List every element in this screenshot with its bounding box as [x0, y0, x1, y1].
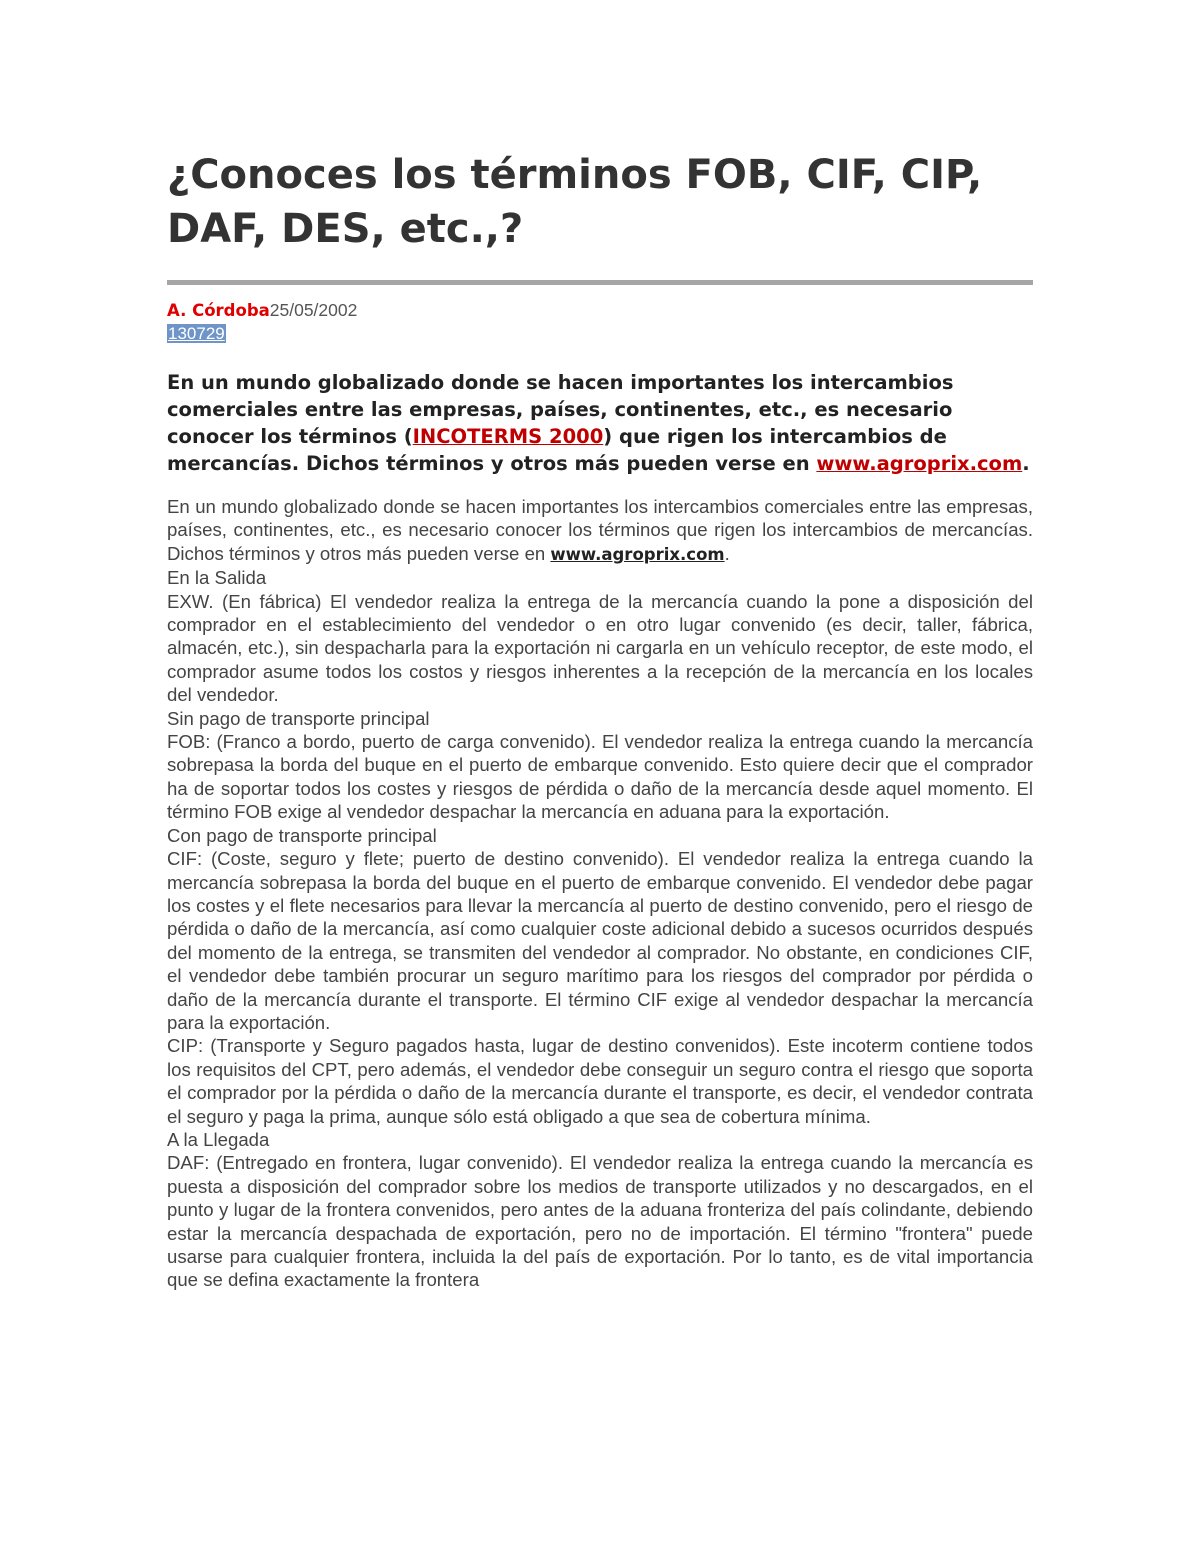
body-paragraph-1 — [167, 495, 1033, 566]
heading-con-pago: Con pago de transporte principal — [167, 824, 437, 846]
agroprix-link-intro[interactable]: www.agroprix.com — [816, 452, 1023, 475]
body-paragraph-1-end: . — [724, 542, 730, 564]
intro-text-3: . — [1022, 452, 1030, 475]
paragraph-cif: CIF: (Coste, seguro y flete; puerto de destino convenido). El vendedor realiza la entrega cuando la mercancía sobrepasa la borda del buque en el puerto de embarque convenido. El vendedor debe pagar los costes y el flete necesarios para llevar la mercancía al puerto de destino convenido, pero el riesgo de pérdida o daño de la mercancía, así como cualquier coste adicional debido a sucesos ocurridos después del momento de la entrega, se transmiten del vendedor al comprador. No obstante, en condiciones CIF, el vendedor debe también procurar un seguro marítimo para los riesgos del comprador por pérdida o daño de la mercancía durante el transporte. El término CIF exige al vendedor despachar la mercancía para la exportación. — [167, 848, 1033, 1033]
page-title: ¿Conoces los términos FOB, CIF, CIP, DAF, DES, etc.,? — [167, 152, 983, 252]
title-divider — [167, 280, 1033, 285]
body-text — [167, 495, 1033, 1292]
paragraph-exw: EXW. (En fábrica) El vendedor realiza la entrega de la mercancía cuando la pone a disposición del comprador en el establecimiento del vendedor o en otro lugar convenido (es decir, taller, fábrica, almacén, etc.), sin despacharla para la exportación ni cargarla en un vehículo receptor, de este modo, el comprador asume todos los costos y riesgos inherentes a la recepción de la mercancía en los locales del vendedor. — [167, 590, 1033, 706]
heading-a-la-llegada: A la Llegada — [167, 1128, 270, 1150]
byline — [167, 299, 1033, 345]
heading-en-la-salida: En la Salida — [167, 567, 267, 589]
intro-text-2: ) que rigen los intercambios de mercancías. Dichos términos y otros más pueden verse en — [167, 425, 947, 475]
article-id-link[interactable]: 130729 — [168, 324, 225, 343]
intro-text-1: En un mundo globalizado donde se hacen importantes los intercambios comerciales entre las empresas, países, continentes, etc., es necesario conocer los términos ( — [167, 371, 954, 448]
author-name: A. Córdoba — [167, 301, 270, 320]
paragraph-fob: FOB: (Franco a bordo, puerto de carga convenido). El vendedor realiza la entrega cuando la mercancía sobrepasa la borda del buque en el puerto de embarque convenido. Esto quiere decir que el comprador ha de soportar todos los costes y riesgos de pérdida o daño de la mercancía desde aquel momento. El término FOB exige al vendedor despachar la mercancía en aduana para la exportación. — [167, 731, 1033, 823]
heading-sin-pago: Sin pago de transporte principal — [167, 707, 430, 729]
paragraph-cip: CIP: (Transporte y Seguro pagados hasta, lugar de destino convenidos). Este incoterm contiene todos los requisitos del CPT, pero además, el vendedor debe conseguir un seguro contra el riesgo que soporta el comprador por la pérdida o daño de la mercancía durante el transporte, es decir, el vendedor contrata el seguro y paga la prima, aunque sólo está obligado a que sea de cobertura mínima. — [167, 1035, 1033, 1127]
intro-paragraph — [167, 369, 1033, 477]
agroprix-link-body[interactable]: www.agroprix.com — [550, 544, 725, 564]
document-page — [167, 148, 1033, 1292]
incoterms-link[interactable]: INCOTERMS 2000 — [412, 425, 604, 448]
paragraph-daf: DAF: (Entregado en frontera, lugar convenido). El vendedor realiza la entrega cuando la mercancía es puesta a disposición del comprador sobre los medios de transporte utilizados y no descargados, en el punto y lugar de la frontera convenidos, pero antes de la aduana fronteriza del país colindante, debiendo estar la mercancía despachada de exportación, pero no de importación. El término "frontera" puede usarse para cualquier frontera, incluida la del país de exportación. Por lo tanto, es de vital importancia que se defina exactamente la frontera — [167, 1152, 1033, 1291]
publish-date: 25/05/2002 — [269, 300, 358, 320]
body-paragraph-1-text: En un mundo globalizado donde se hacen importantes los intercambios comerciales entre las empresas, países, continentes, etc., es necesario conocer los términos que rigen los intercambios de mercancías. Dichos términos y otros más pueden verse en — [167, 496, 1033, 564]
